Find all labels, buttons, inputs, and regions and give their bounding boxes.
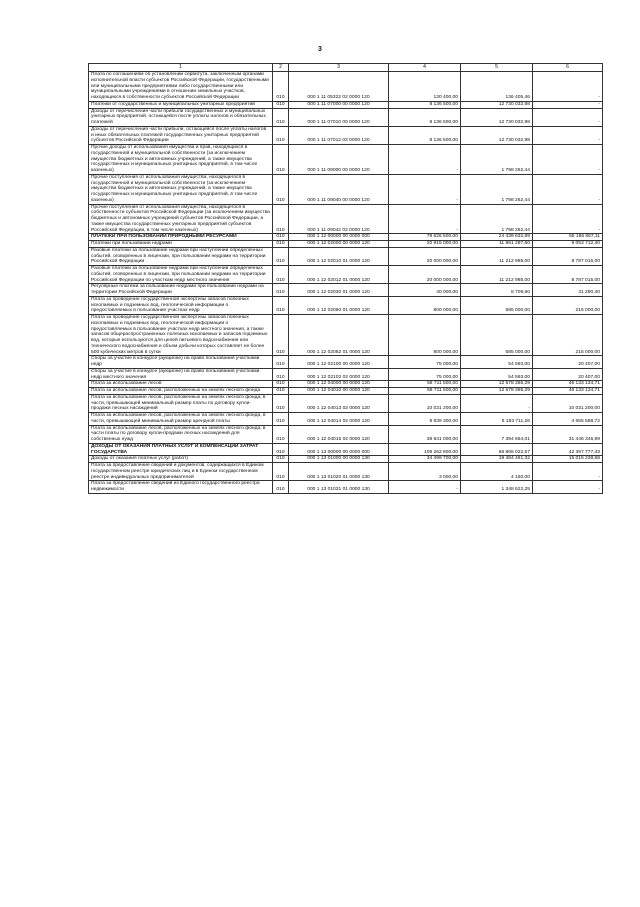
row-line-code: 010	[273, 394, 289, 412]
row-approved-amount: 3 000,00	[389, 463, 461, 481]
table-row	[89, 108, 603, 126]
table-row	[89, 481, 603, 494]
row-line-code: 010	[273, 368, 289, 381]
row-unexecuted-amount: -	[533, 463, 603, 481]
table-row	[89, 247, 603, 265]
row-executed-amount: 12 730 032,98	[461, 126, 533, 144]
row-unexecuted-amount: 31 446 345,99	[533, 425, 603, 443]
row-line-code: 010	[273, 266, 289, 284]
row-executed-amount: 24 439 632,89	[461, 234, 533, 241]
row-name: Сборы за участие в конкурсе (аукционе) на право пользования участками недр местного значения	[89, 368, 273, 381]
row-approved-amount: 40 000,00	[389, 284, 461, 297]
row-name: Доходы от оказания платных услуг (работ)	[89, 456, 273, 463]
row-name: Доходы от перечисления части прибыли, остающейся после уплаты налогов и иных обязательных платежей государственных унитарных предприятий субъектов Российской Федерации	[89, 126, 273, 144]
row-executed-amount: 11 861 287,60	[461, 241, 533, 248]
row-unexecuted-amount: 46 133 134,71	[533, 381, 603, 388]
row-budget-code: 000 1 12 02010 01 0000 120	[289, 247, 389, 265]
table-row	[89, 456, 603, 463]
row-budget-code: 000 1 13 00000 00 0000 000	[289, 443, 389, 456]
row-executed-amount: 11 212 985,00	[461, 266, 533, 284]
table-row	[89, 368, 603, 381]
row-approved-amount: -	[389, 174, 461, 204]
row-unexecuted-amount: -	[533, 481, 603, 494]
row-executed-amount: 1 798 262,44	[461, 174, 533, 204]
row-unexecuted-amount: 31 290,40	[533, 284, 603, 297]
row-budget-code: 000 1 13 01020 01 0000 130	[289, 463, 389, 481]
row-name: Прочие доходы от использования имущества и прав, находящихся в государственной и муниципальной собственности (за исключением имущества бюджетных и автономных учреждений, а также имущества государственных и муниципальных унитарных предприятий, в том числе казенных)	[89, 145, 273, 175]
row-executed-amount: 1 798 262,44	[461, 204, 533, 234]
row-line-code: 010	[273, 145, 289, 175]
row-unexecuted-amount: -	[533, 174, 603, 204]
row-approved-amount: 109 262 800,00	[389, 443, 461, 456]
row-budget-code: 000 1 12 04010 00 0000 120	[289, 388, 389, 395]
row-name: Плата за проведение государственной экспертизы запасов полезных ископаемых и подземных вод, геологической информации о предоставляемых в пользование участках недр местного значения, а также запасов общераспространенных полезных ископаемых и запасов подземных вод, которые используются для целей питьевого водоснабжения или технического водоснабжения и объем добычи которых составляет не более 500 кубических метров в сутки	[89, 315, 273, 356]
row-approved-amount: 10 031 200,00	[389, 394, 461, 412]
row-budget-code: 000 1 12 00000 00 0000 000	[289, 234, 389, 241]
row-budget-code: 000 1 12 04013 02 0000 120	[289, 394, 389, 412]
table-row	[89, 174, 603, 204]
row-unexecuted-amount: -	[533, 108, 603, 126]
table-row	[89, 381, 603, 388]
row-executed-amount: 1 798 262,44	[461, 145, 533, 175]
row-unexecuted-amount: 42 397 777,43	[533, 443, 603, 456]
row-approved-amount: 130 400,00	[389, 72, 461, 102]
table-row	[89, 126, 603, 144]
page-number: 3	[318, 46, 322, 53]
row-budget-code: 000 1 12 04000 00 0000 120	[289, 381, 389, 388]
row-approved-amount: -	[389, 481, 461, 494]
table-row	[89, 145, 603, 175]
row-name: Плата за использование лесов	[89, 381, 273, 388]
row-budget-code: 000 1 11 09042 02 0000 120	[289, 204, 389, 234]
row-name: Плата за проведение государственной экспертизы запасов полезных ископаемых и подземных вод, геологической информации о предоставляемых в пользование участках недр	[89, 296, 273, 314]
row-unexecuted-amount: 46 133 134,71	[533, 388, 603, 395]
column-number-4: 4	[389, 64, 461, 72]
table-row	[89, 266, 603, 284]
table-row	[89, 204, 603, 234]
table-row	[89, 241, 603, 248]
row-approved-amount: 38 841 000,00	[389, 425, 461, 443]
row-budget-code: 000 1 12 04015 02 0000 120	[289, 425, 389, 443]
row-budget-code: 000 1 12 02012 01 0000 120	[289, 266, 389, 284]
row-line-code: 010	[273, 284, 289, 297]
row-executed-amount: 585 000,00	[461, 296, 533, 314]
row-executed-amount: 1 348 622,25	[461, 481, 533, 494]
row-budget-code: 000 1 12 02000 00 0000 120	[289, 241, 389, 248]
row-executed-amount: 12 730 032,98	[461, 108, 533, 126]
table-row	[89, 413, 603, 426]
row-unexecuted-amount: -	[533, 204, 603, 234]
row-approved-amount: 58 711 500,00	[389, 388, 461, 395]
row-unexecuted-amount: 20 407,00	[533, 368, 603, 381]
row-approved-amount: 20 000 000,00	[389, 266, 461, 284]
table-row	[89, 101, 603, 108]
table-row	[89, 443, 603, 456]
row-budget-code: 000 1 11 07000 00 0000 120	[289, 101, 389, 108]
row-budget-code: 000 1 12 04014 02 0000 120	[289, 413, 389, 426]
row-line-code: 010	[273, 72, 289, 102]
row-executed-amount: 66 865 022,57	[461, 443, 533, 456]
row-line-code: 010	[273, 234, 289, 241]
row-approved-amount: 75 000,00	[389, 356, 461, 369]
row-line-code: 010	[273, 388, 289, 395]
row-executed-amount: -	[461, 394, 533, 412]
row-budget-code: 000 1 12 02102 02 0000 120	[289, 368, 389, 381]
row-line-code: 010	[273, 356, 289, 369]
row-name: Плата за использование лесов, расположенных на землях лесного фонда, в части, превышающей минимальный размер арендной платы	[89, 413, 273, 426]
row-line-code: 010	[273, 108, 289, 126]
table-row	[89, 296, 603, 314]
row-unexecuted-amount: 15 015 238,68	[533, 456, 603, 463]
row-executed-amount: 7 394 654,01	[461, 425, 533, 443]
row-approved-amount: 20 000 000,00	[389, 247, 461, 265]
row-executed-amount: 11 212 985,00	[461, 247, 533, 265]
row-name: Регулярные платежи за пользование недрами при пользовании недрами на территории Российской Федерации	[89, 284, 273, 297]
row-approved-amount: 800 000,00	[389, 315, 461, 356]
table-row	[89, 425, 603, 443]
row-budget-code: 000 1 11 07012 02 0000 120	[289, 126, 389, 144]
row-name: ДОХОДЫ ОТ ОКАЗАНИЯ ПЛАТНЫХ УСЛУГ И КОМПЕНСАЦИИ ЗАТРАТ ГОСУДАРСТВА	[89, 443, 273, 456]
row-line-code: 010	[273, 241, 289, 248]
table-row	[89, 315, 603, 356]
row-budget-code: 000 1 11 05322 02 0000 120	[289, 72, 389, 102]
row-approved-amount: 8 136 500,00	[389, 101, 461, 108]
row-approved-amount: 34 499 700,00	[389, 456, 461, 463]
row-approved-amount: -	[389, 145, 461, 175]
row-unexecuted-amount: -	[533, 101, 603, 108]
row-budget-code: 000 1 13 01031 01 0000 130	[289, 481, 389, 494]
row-name: Плата за предоставление сведений из Единого государственного реестра недвижимости	[89, 481, 273, 494]
row-executed-amount: 4 150,00	[461, 463, 533, 481]
table-row	[89, 72, 603, 102]
row-executed-amount: 54 593,00	[461, 368, 533, 381]
table-row	[89, 394, 603, 412]
row-budget-code: 000 1 13 01000 00 0000 130	[289, 456, 389, 463]
row-budget-code: 000 1 12 02100 00 0000 120	[289, 356, 389, 369]
row-executed-amount: 54 593,00	[461, 356, 533, 369]
row-budget-code: 000 1 12 02062 01 0000 120	[289, 315, 389, 356]
row-unexecuted-amount: 10 031 200,00	[533, 394, 603, 412]
row-line-code: 010	[273, 443, 289, 456]
row-unexecuted-amount: 215 000,00	[533, 296, 603, 314]
revenue-report-table	[88, 63, 603, 494]
column-number-3: 3	[289, 64, 389, 72]
row-executed-amount: 136 405,46	[461, 72, 533, 102]
table-row	[89, 234, 603, 241]
table-row	[89, 388, 603, 395]
row-budget-code: 000 1 11 09000 00 0000 120	[289, 145, 389, 175]
row-line-code: 010	[273, 247, 289, 265]
row-unexecuted-amount: 215 000,00	[533, 315, 603, 356]
row-executed-amount: 585 000,00	[461, 315, 533, 356]
row-unexecuted-amount: -	[533, 145, 603, 175]
row-name: Прочие поступления от использования имущества, находящегося в собственности субъектов Российской Федерации (за исключением имущества бюджетных и автономных учреждений субъектов Российской Федерации, а также имущества государственных унитарных предприятий субъектов Российской Федерации, в том числе казенных)	[89, 204, 273, 234]
row-name: Плата за использование лесов, расположенных на землях лесного фонда, в части платы по договору купли-продажи лесных насаждений для собственных нужд	[89, 425, 273, 443]
row-unexecuted-amount: 8 787 015,00	[533, 266, 603, 284]
row-unexecuted-amount: 9 053 712,40	[533, 241, 603, 248]
row-name: Сборы за участие в конкурсе (аукционе) на право пользования участками недр	[89, 356, 273, 369]
row-approved-amount: -	[389, 204, 461, 234]
row-line-code: 010	[273, 101, 289, 108]
row-name: Плата за использование лесов, расположенных на землях лесного фонда, в части, превышающей минимальный размер платы по договору купли-продажи лесных насаждений	[89, 394, 273, 412]
row-line-code: 010	[273, 381, 289, 388]
table-row	[89, 284, 603, 297]
row-name: Плата за использование лесов, расположенных на землях лесного фонда	[89, 388, 273, 395]
table-row	[89, 356, 603, 369]
row-name: Плата по соглашениям об установлении сервитута, заключенным органами исполнительной власти субъектов Российской Федерации, государственными или муниципальными предприятиями либо государственными или муниципальными учреждениями в отношении земельных участков, находящихся в собственности субъектов Российской Федерации	[89, 72, 273, 102]
row-unexecuted-amount: 4 655 588,72	[533, 413, 603, 426]
row-approved-amount: 79 626 500,00	[389, 234, 461, 241]
row-name: Платежи при пользовании недрами	[89, 241, 273, 248]
row-name: Разовые платежи за пользование недрами при наступлении определенных событий, оговоренных в лицензии, при пользовании недрами на территории Российской Федерации по участкам недр местного значения	[89, 266, 273, 284]
row-executed-amount: 12 578 365,29	[461, 388, 533, 395]
row-unexecuted-amount: -	[533, 72, 603, 102]
row-line-code: 010	[273, 413, 289, 426]
column-number-row	[89, 64, 603, 72]
row-name: Разовые платежи за пользование недрами при наступлении определенных событий, оговоренных в лицензии, при пользовании недрами на территории Российской Федерации	[89, 247, 273, 265]
row-unexecuted-amount: 8 787 015,00	[533, 247, 603, 265]
row-budget-code: 000 1 12 02030 01 0000 120	[289, 284, 389, 297]
row-unexecuted-amount: 20 407,00	[533, 356, 603, 369]
row-name: Прочие поступления от использования имущества, находящегося в государственной и муниципальной собственности (за исключением имущества бюджетных и автономных учреждений, а также имущества государственных и муниципальных унитарных предприятий, в том числе казенных)	[89, 174, 273, 204]
row-unexecuted-amount: -	[533, 126, 603, 144]
row-executed-amount: 8 709,60	[461, 284, 533, 297]
column-number-2: 2	[273, 64, 289, 72]
row-budget-code: 000 1 12 02060 01 0000 120	[289, 296, 389, 314]
row-executed-amount: 12 730 032,98	[461, 101, 533, 108]
row-approved-amount: 75 000,00	[389, 368, 461, 381]
row-executed-amount: 5 183 711,26	[461, 413, 533, 426]
row-name: Плата за предоставление сведений и документов, содержащихся в Едином государственном реестре юридических лиц и в Едином государственном реестре индивидуальных предпринимателей	[89, 463, 273, 481]
table-row	[89, 463, 603, 481]
row-unexecuted-amount: 55 186 867,11	[533, 234, 603, 241]
column-number-5: 5	[461, 64, 533, 72]
row-budget-code: 000 1 11 09040 00 0000 120	[289, 174, 389, 204]
row-line-code: 010	[273, 204, 289, 234]
row-name: Доходы от перечисления части прибыли государственных и муниципальных унитарных предприятий, остающейся после уплаты налогов и обязательных платежей	[89, 108, 273, 126]
row-line-code: 010	[273, 481, 289, 494]
row-approved-amount: 800 000,00	[389, 296, 461, 314]
column-number-1: 1	[89, 64, 273, 72]
row-line-code: 010	[273, 296, 289, 314]
row-line-code: 010	[273, 456, 289, 463]
row-line-code: 010	[273, 463, 289, 481]
row-executed-amount: 12 578 365,29	[461, 381, 533, 388]
row-approved-amount: 8 136 500,00	[389, 126, 461, 144]
row-approved-amount: 9 839 300,00	[389, 413, 461, 426]
row-line-code: 010	[273, 315, 289, 356]
row-line-code: 010	[273, 425, 289, 443]
row-budget-code: 000 1 11 07010 00 0000 120	[289, 108, 389, 126]
row-name: ПЛАТЕЖИ ПРИ ПОЛЬЗОВАНИИ ПРИРОДНЫМИ РЕСУРСАМИ	[89, 234, 273, 241]
column-number-6: 6	[533, 64, 603, 72]
row-line-code: 010	[273, 126, 289, 144]
row-approved-amount: 58 711 500,00	[389, 381, 461, 388]
row-executed-amount: 19 484 461,32	[461, 456, 533, 463]
row-approved-amount: 20 915 000,00	[389, 241, 461, 248]
row-line-code: 010	[273, 174, 289, 204]
row-name: Платежи от государственных и муниципальных унитарных предприятий	[89, 101, 273, 108]
row-approved-amount: 8 136 500,00	[389, 108, 461, 126]
